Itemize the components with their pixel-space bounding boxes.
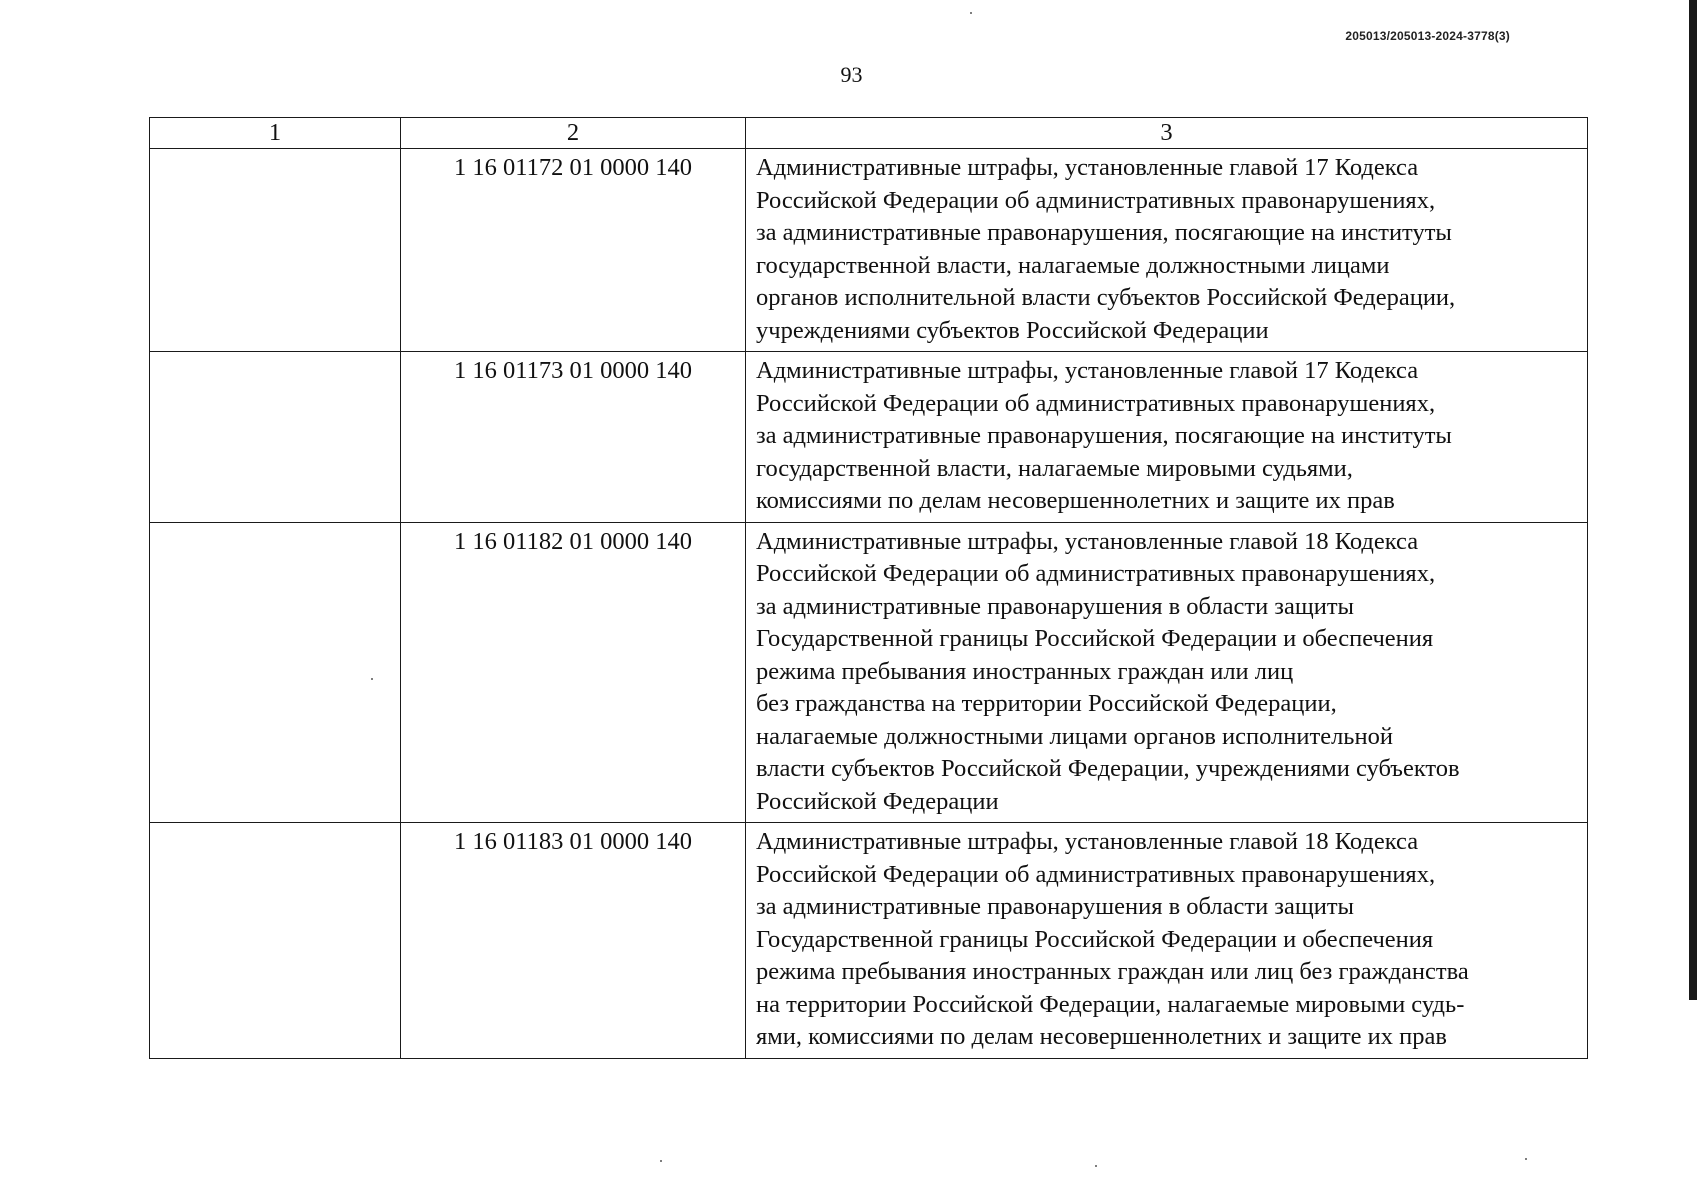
description-line: Российской Федерации bbox=[756, 787, 999, 815]
description-line: Российской Федерации об административных правонарушениях, bbox=[756, 560, 1436, 587]
description-line: Государственной границы Российской Федерации и обеспечения bbox=[756, 925, 1434, 953]
column-header-3: 3 bbox=[746, 118, 1588, 149]
table-header-row bbox=[150, 118, 1588, 149]
scan-speck bbox=[660, 1160, 662, 1162]
scan-edge-line bbox=[1689, 0, 1697, 1000]
description-line: Административные штрафы, установленные главой 17 Кодекса bbox=[756, 357, 1419, 384]
description-line: за административные правонарушения в области защиты bbox=[756, 893, 1355, 920]
scan-speck bbox=[970, 12, 972, 14]
description-line: Российской Федерации об административных правонарушениях, bbox=[756, 389, 1436, 417]
description-line: органов исполнительной власти субъектов Российской Федерации, bbox=[756, 284, 1456, 311]
table-row bbox=[150, 823, 1588, 1059]
description-line: Российской Федерации об административных правонарушениях, bbox=[756, 186, 1436, 214]
revenue-code-cell: 1 16 01172 01 0000 140 bbox=[401, 149, 746, 352]
description-line: Административные штрафы, установленные главой 18 Кодекса bbox=[756, 828, 1419, 855]
description-line: за административные правонарушения, посягающие на институты bbox=[756, 422, 1452, 449]
description-line: Административные штрафы, установленные главой 18 Кодекса bbox=[756, 527, 1419, 555]
description-line: комиссиями по делам несовершеннолетних и защите их прав bbox=[756, 487, 1395, 514]
description-line: Российской Федерации об административных правонарушениях, bbox=[756, 860, 1436, 888]
description-line: за административные правонарушения в области защиты bbox=[756, 592, 1355, 620]
description-line: Административные штрафы, установленные главой 17 Кодекса bbox=[756, 154, 1419, 181]
description-cell bbox=[746, 823, 1588, 1059]
table-row bbox=[150, 352, 1588, 523]
description-cell bbox=[746, 522, 1588, 823]
description-line: Государственной границы Российской Федерации и обеспечения bbox=[756, 625, 1434, 652]
description-line: режима пребывания иностранных граждан или лиц bbox=[756, 657, 1294, 685]
revenue-code-cell: 1 16 01182 01 0000 140 bbox=[401, 522, 746, 823]
revenue-code-cell: 1 16 01173 01 0000 140 bbox=[401, 352, 746, 523]
description-line: режима пребывания иностранных граждан или лиц без гражданства bbox=[756, 958, 1469, 985]
description-cell bbox=[746, 352, 1588, 523]
codes-table bbox=[149, 117, 1588, 1059]
scan-speck bbox=[1525, 1158, 1527, 1160]
description-cell bbox=[746, 149, 1588, 352]
description-line: государственной власти, налагаемые должностными лицами bbox=[756, 251, 1390, 279]
row-cell-1 bbox=[150, 352, 401, 523]
page-number: 93 bbox=[840, 62, 863, 87]
document-id: 205013/205013-2024-3778(3) bbox=[1345, 29, 1510, 43]
description-line: на территории Российской Федерации, налагаемые мировыми судь- bbox=[756, 990, 1465, 1018]
row-cell-1 bbox=[150, 149, 401, 352]
revenue-code-cell: 1 16 01183 01 0000 140 bbox=[401, 823, 746, 1059]
column-header-1: 1 bbox=[150, 118, 401, 149]
description-line: власти субъектов Российской Федерации, учреждениями субъектов bbox=[756, 755, 1460, 782]
description-line: за административные правонарушения, посягающие на институты bbox=[756, 219, 1452, 246]
description-line: налагаемые должностными лицами органов исполнительной bbox=[756, 722, 1393, 750]
column-header-2: 2 bbox=[401, 118, 746, 149]
description-line: учреждениями субъектов Российской Федерации bbox=[756, 316, 1269, 344]
description-line: без гражданства на территории Российской Федерации, bbox=[756, 690, 1337, 717]
description-line: ями, комиссиями по делам несовершеннолетних и защите их прав bbox=[756, 1023, 1447, 1050]
description-line: государственной власти, налагаемые мировыми судьями, bbox=[756, 454, 1353, 482]
scan-speck bbox=[1095, 1165, 1097, 1167]
row-cell-1 bbox=[150, 823, 401, 1059]
row-cell-1 bbox=[150, 522, 401, 823]
table-row bbox=[150, 149, 1588, 352]
table-row bbox=[150, 522, 1588, 823]
